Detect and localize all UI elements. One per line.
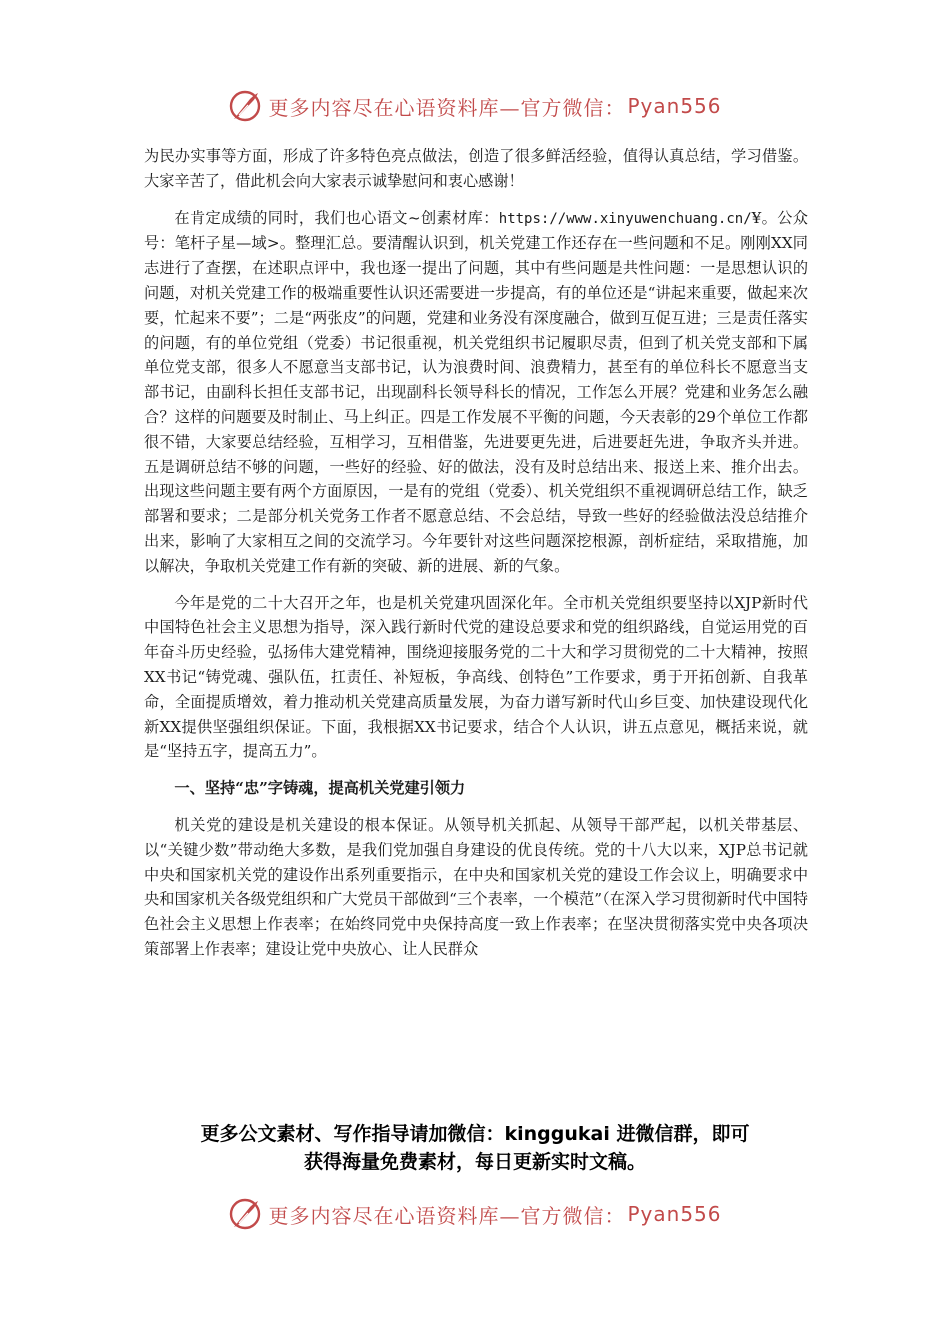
promo-line-1: 更多公文素材、写作指导请加微信：kinggukai 进微信群，即可 (200, 1123, 750, 1145)
quill-pen-logo-icon (228, 89, 262, 123)
quill-pen-logo-icon (228, 1197, 262, 1231)
paragraph-4: 机关党的建设是机关建设的根本保证。从领导机关抓起、从领导干部严起，以机关带基层、以“关键少数”带动绝大多数，是我们党加强自身建设的优良传统。党的十八大以来，XJP总书记就中央和国家机关党的建设作出系列重要指示，在中央和国家机关党的建设工作会议上，明确要求中央和国家机关各级党组织和广大党员干部做到“三个表率，一个模范”（在深入学习贯彻新时代中国特色社会主义思想上作表率；在始终同党中央保持高度一致上作表率；在坚决贯彻落实党中央各项决策部署上作表率；建设让党中央放心、让人民群众 (144, 815, 808, 958)
paragraph-2 (144, 206, 808, 579)
footer-banner-text: 更多内容尽在心语资料库—官方微信： (268, 1203, 626, 1228)
promo-line-2: 获得海量免费素材，每日更新实时文稿。 (303, 1151, 646, 1173)
document-body (144, 144, 808, 974)
promo-notice (120, 1120, 830, 1176)
paragraph-2-rest: ¥。公众号：笔杆子星—域>。整理汇总。要清醒认识到，机关党建工作还存在一些问题和不足。刚刚XX同志进行了查摆，在述职点评中，我也逐一提出了问题，其中有些问题是共性问题：一是思想认识的问题，对机关党建工作的极端重要性认识还需要进一步提高，有的单位还是“讲起来重要，做起来次要，忙起来不要”；二是“两张皮”的问题，党建和业务没有深度融合，做到互促互进；三是责任落实的问题，有的单位党组（党委）书记很重视，机关党组织书记履职尽责，但到了机关党支部和下属单位党支部，很多人不愿意当支部书记，认为浪费时间、浪费精力，甚至有的单位科长不愿意当支部书记，由副科长担任支部书记，出现副科长领导科长的情况，工作怎么开展？党建和业务怎么融合？这样的问题要及时制止、马上纠正。四是工作发展不平衡的问题，今天表彰的29个单位工作都很不错，大家要总结经验，互相学习，互相借鉴，先进要更先进，后进要赶先进，争取齐头并进。五是调研总结不够的问题，一些好的经验、好的做法，没有及时总结出来、报送上来、推介出去。出现这些问题主要有两个方面原因，一是有的党组（党委）、机关党组织不重视调研总结工作，缺乏部署和要求；二是部分机关党务工作者不愿意总结、不会总结，导致一些好的经验做法没总结推介出来，影响了大家相互之间的交流学习。今年要针对这些问题深挖根源，剖析症结，采取措施，加以解决，争取机关党建工作有新的突破、新的进展、新的气象。 (144, 208, 808, 575)
header-wechat-id: Pyan556 (627, 94, 722, 118)
paragraph-1: 为民办实事等方面，形成了许多特色亮点做法，创造了很多鲜活经验，值得认真总结，学习借鉴。大家辛苦了，借此机会向大家表示诚挚慰问和衷心感谢！ (144, 147, 808, 190)
paragraph-2-lead: 在肯定成绩的同时，我们也心语文~创素材库： (174, 208, 499, 227)
source-url: https://www.xinyuwenchuang.cn/ (498, 210, 752, 227)
header-banner (0, 84, 950, 128)
paragraph-3: 今年是党的二十大召开之年，也是机关党建巩固深化年。全市机关党组织要坚持以XJP新时代中国特色社会主义思想为指导，深入践行新时代党的建设总要求和党的组织路线，自觉运用党的百年奋斗历史经验，弘扬伟大建党精神，围绕迎接服务党的二十大和学习贯彻党的二十大精神，按照XX书记“铸党魂、强队伍，扛责任、补短板，争高线、创特色”工作要求，勇于开拓创新、自我革命，全面提质增效，着力推动机关党建高质量发展，为奋力谱写新时代山乡巨变、加快建设现代化新XX提供坚强组织保证。下面，我根据XX书记要求，结合个人认识，讲五点意见，概括来说，就是“坚持五字，提高五力”。 (144, 593, 808, 761)
footer-banner (0, 1192, 950, 1236)
header-banner-text: 更多内容尽在心语资料库—官方微信： (268, 95, 626, 120)
footer-wechat-id: Pyan556 (627, 1202, 722, 1226)
section-heading-1: 一、坚持“忠”字铸魂，提高机关党建引领力 (174, 779, 466, 798)
